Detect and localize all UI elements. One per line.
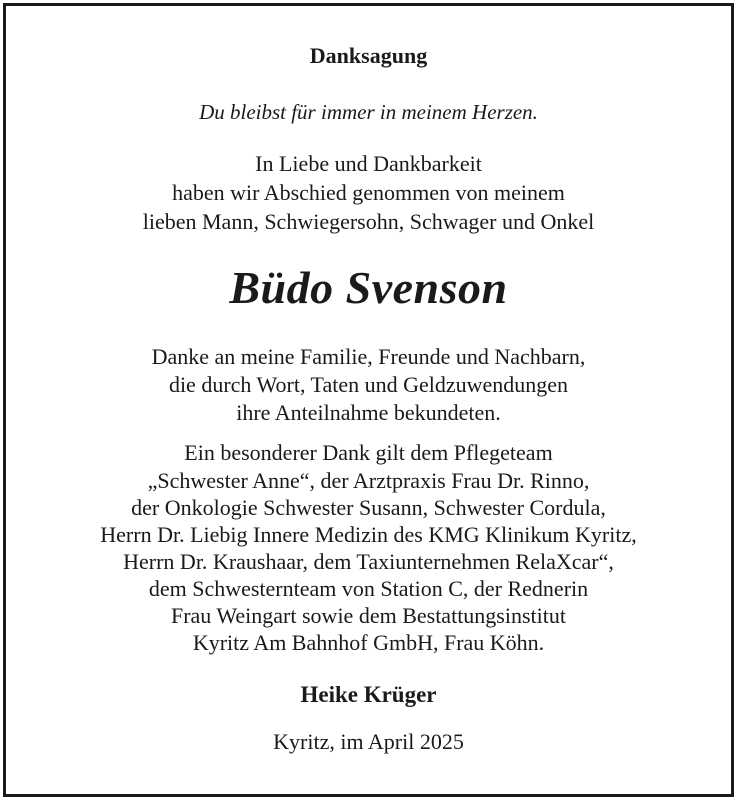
intro-line-2: haben wir Abschied genommen von meinem [172, 180, 565, 205]
place-date: Kyritz, im April 2025 [273, 729, 464, 754]
notice-title: Danksagung [309, 43, 428, 68]
special-thanks-line-1: Ein besonderer Dank gilt dem Pflegeteam [184, 440, 553, 465]
special-thanks-line-6: dem Schwesternteam von Station C, der Rednerin [148, 576, 589, 601]
intro-line-3: lieben Mann, Schwiegersohn, Schwager und Onkel [142, 209, 595, 234]
special-thanks-line-3: der Onkologie Schwester Susann, Schwester Cordula, [131, 495, 606, 520]
signature-name: Heike Krüger [300, 682, 437, 707]
deceased-name: Büdo Svenson [229, 262, 508, 313]
thanks-line-2: die durch Wort, Taten und Geldzuwendungen [168, 372, 569, 397]
notice-motto: Du bleibst für immer in meinem Herzen. [199, 100, 538, 124]
special-thanks-line-8: Kyritz Am Bahnhof GmbH, Frau Köhn. [192, 630, 545, 655]
thanks-line-1: Danke an meine Familie, Freunde und Nachbarn, [151, 344, 586, 369]
special-thanks-line-7: Frau Weingart sowie dem Bestattungsinstitut [170, 603, 566, 628]
special-thanks-line-5: Herrn Dr. Kraushaar, dem Taxiunternehmen RelaXcar“, [123, 549, 614, 574]
special-thanks-line-4: Herrn Dr. Liebig Innere Medizin des KMG Klinikum Kyritz, [100, 522, 637, 547]
thanks-line-3: ihre Anteilnahme bekundeten. [236, 400, 501, 425]
intro-line-1: In Liebe und Dankbarkeit [255, 151, 482, 176]
special-thanks-line-2: „Schwester Anne“, der Arztpraxis Frau Dr. Rinno, [147, 468, 590, 493]
